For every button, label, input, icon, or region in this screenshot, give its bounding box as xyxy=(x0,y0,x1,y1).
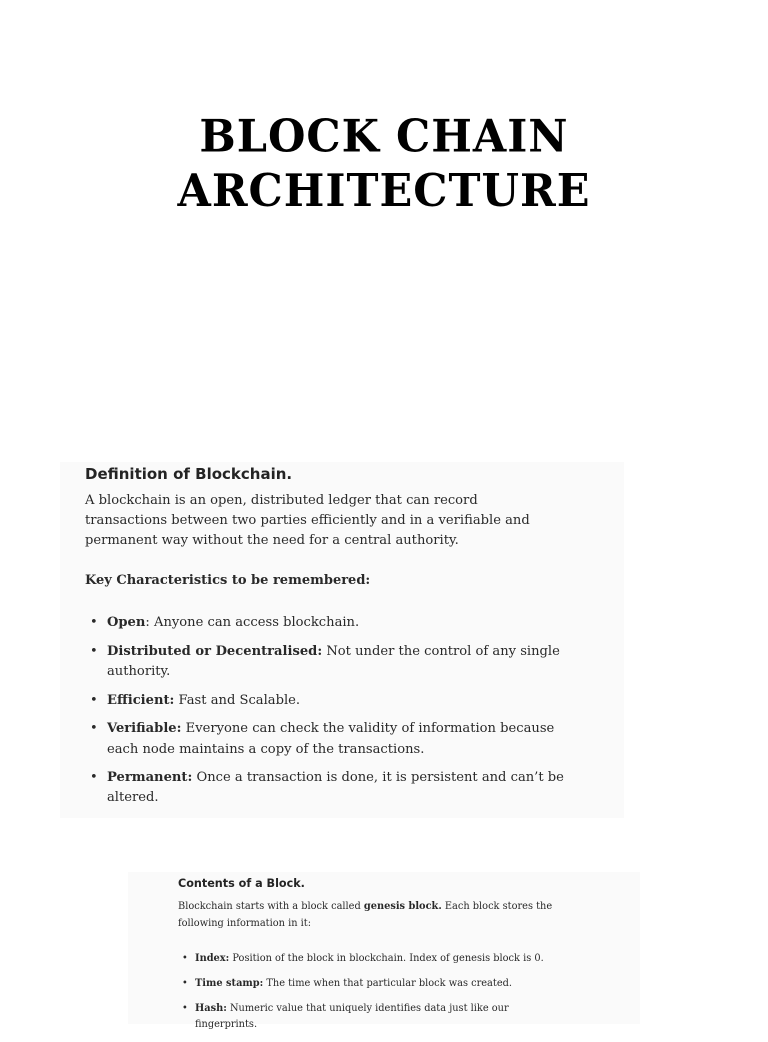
item-term: Distributed or Decentralised: xyxy=(107,643,323,659)
contents-intro xyxy=(178,899,558,933)
list-item xyxy=(85,768,575,808)
item-term: Hash: xyxy=(195,1002,227,1014)
contents-heading: Contents of a Block. xyxy=(178,877,305,890)
intro-end: Each block stores the following information in it: xyxy=(178,901,553,929)
bullet-icon: • xyxy=(90,721,98,737)
item-text: Fast and Scalable. xyxy=(174,692,301,708)
intro-bold: genesis block. xyxy=(363,901,442,912)
item-text: Not under the control of any single authority. xyxy=(107,643,560,679)
definition-body: A blockchain is an open, distributed ledger that can record transactions between two parties efficiently and in a verifiable and permanent way without the need for a central authority. xyxy=(85,493,530,549)
list-item xyxy=(178,1001,568,1035)
item-term: Open xyxy=(107,615,146,630)
key-characteristics-heading: Key Characteristics to be remembered: xyxy=(85,573,371,588)
item-text: Numeric value that uniquely identifies data just like our fingerprints. xyxy=(195,1002,509,1031)
item-text: Anyone can access blockchain. xyxy=(149,615,360,630)
bullet-icon: • xyxy=(182,953,188,964)
item-text: Everyone can check the validity of information because each node maintains a copy of the transactions. xyxy=(107,721,555,757)
definition-heading: Definition of Blockchain. xyxy=(85,465,293,483)
bullet-icon: • xyxy=(90,692,98,708)
list-item xyxy=(85,719,575,759)
bullet-icon: • xyxy=(90,615,98,630)
item-term: Permanent: xyxy=(107,770,193,786)
title-line-2: ARCHITECTURE xyxy=(177,165,591,218)
list-item xyxy=(85,613,575,633)
bullet-icon: • xyxy=(90,770,98,786)
item-text: The time when that particular block was created. xyxy=(263,977,513,989)
title-line-1: BLOCK CHAIN xyxy=(199,110,569,163)
item-text: Once a transaction is done, it is persistent and can’t be altered. xyxy=(107,770,564,806)
characteristics-list xyxy=(85,613,575,817)
bullet-icon: • xyxy=(90,643,98,659)
intro-start: Blockchain starts with a block called xyxy=(178,901,364,912)
item-term: Index: xyxy=(195,953,230,964)
list-item xyxy=(178,951,568,968)
item-term: Verifiable: xyxy=(107,721,182,737)
list-item xyxy=(85,642,575,682)
block-contents-list xyxy=(178,951,568,1042)
bullet-icon: • xyxy=(182,1002,188,1014)
item-term-sep: : xyxy=(145,615,150,630)
item-term: Time stamp: xyxy=(195,977,264,989)
item-text: Position of the block in blockchain. Index of genesis block is 0. xyxy=(229,953,544,964)
item-term: Efficient: xyxy=(107,692,175,708)
bullet-icon: • xyxy=(182,977,188,989)
list-item xyxy=(178,976,568,993)
document-title xyxy=(0,109,768,218)
list-item xyxy=(85,691,575,711)
